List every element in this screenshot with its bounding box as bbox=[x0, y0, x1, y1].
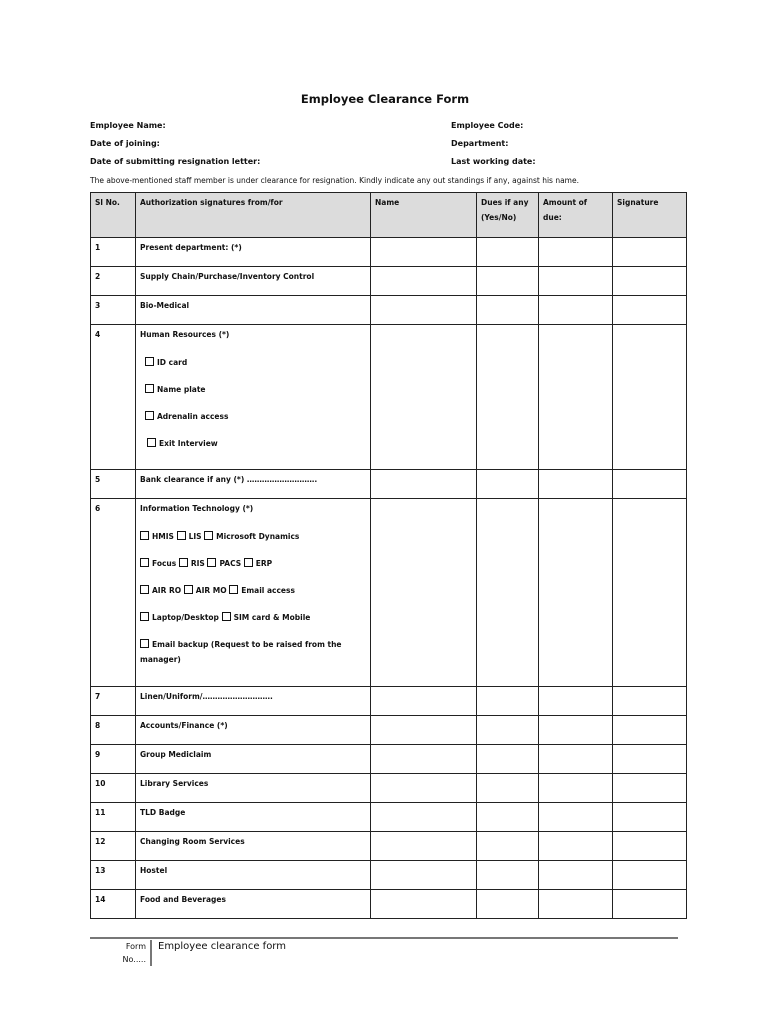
table-row bbox=[91, 267, 687, 296]
amount-cell[interactable] bbox=[539, 774, 613, 803]
clearance-table bbox=[90, 192, 687, 919]
name-cell[interactable] bbox=[371, 716, 477, 745]
row-number: 8 bbox=[91, 716, 136, 745]
dues-cell[interactable] bbox=[477, 470, 539, 499]
table-row bbox=[91, 774, 687, 803]
dues-cell[interactable] bbox=[477, 267, 539, 296]
hr-option[interactable]: Exit Interview bbox=[147, 436, 366, 451]
department-label: Department: bbox=[451, 139, 509, 148]
row-label: Hostel bbox=[136, 861, 371, 890]
dues-cell[interactable] bbox=[477, 861, 539, 890]
hr-option[interactable]: Name plate bbox=[145, 382, 366, 397]
row-label: TLD Badge bbox=[136, 803, 371, 832]
checkbox-icon[interactable] bbox=[222, 612, 231, 621]
signature-cell[interactable] bbox=[613, 861, 687, 890]
row-label: Present department: (*) bbox=[136, 238, 371, 267]
it-option-line: HMIS LIS Microsoft Dynamics bbox=[140, 529, 366, 544]
signature-cell[interactable] bbox=[613, 267, 687, 296]
header-signature: Signature bbox=[613, 193, 687, 238]
signature-cell[interactable] bbox=[613, 296, 687, 325]
hr-option[interactable]: ID card bbox=[145, 355, 366, 370]
header-authorization: Authorization signatures from/for bbox=[136, 193, 371, 238]
row-label: Changing Room Services bbox=[136, 832, 371, 861]
amount-cell[interactable] bbox=[539, 267, 613, 296]
row-number: 9 bbox=[91, 745, 136, 774]
row-number: 11 bbox=[91, 803, 136, 832]
checkbox-icon[interactable] bbox=[140, 639, 149, 648]
amount-cell[interactable] bbox=[539, 238, 613, 267]
signature-cell[interactable] bbox=[613, 803, 687, 832]
amount-cell[interactable] bbox=[539, 745, 613, 774]
checkbox-icon[interactable] bbox=[147, 438, 156, 447]
amount-cell[interactable] bbox=[539, 470, 613, 499]
date-of-joining-label: Date of joining: bbox=[90, 139, 160, 148]
row-label: Accounts/Finance (*) bbox=[136, 716, 371, 745]
table-row bbox=[91, 745, 687, 774]
amount-cell[interactable] bbox=[539, 803, 613, 832]
row-number: 1 bbox=[91, 238, 136, 267]
row-number: 13 bbox=[91, 861, 136, 890]
dues-cell[interactable] bbox=[477, 716, 539, 745]
it-option-line: Email backup (Request to be raised from the manager) bbox=[140, 640, 342, 664]
row-label: Bank clearance if any (*) ………………………. bbox=[136, 470, 371, 499]
amount-cell[interactable] bbox=[539, 687, 613, 716]
table-row bbox=[91, 803, 687, 832]
row-label: Library Services bbox=[136, 774, 371, 803]
amount-cell[interactable] bbox=[539, 716, 613, 745]
table-row bbox=[91, 499, 687, 687]
row-number: 5 bbox=[91, 470, 136, 499]
signature-cell[interactable] bbox=[613, 238, 687, 267]
checkbox-icon[interactable] bbox=[177, 531, 186, 540]
amount-cell[interactable] bbox=[539, 499, 613, 687]
checkbox-icon[interactable] bbox=[244, 558, 253, 567]
clearance-note: The above-mentioned staff member is under clearance for resignation. Kindly indicate any out standings if any, against his name. bbox=[90, 176, 579, 185]
name-cell[interactable] bbox=[371, 861, 477, 890]
checkbox-icon[interactable] bbox=[140, 558, 149, 567]
row-number: 4 bbox=[91, 325, 136, 470]
it-option-line: Focus RIS PACS ERP bbox=[140, 556, 366, 571]
amount-cell[interactable] bbox=[539, 296, 613, 325]
footer-title: Employee clearance form bbox=[158, 941, 286, 952]
row-number: 2 bbox=[91, 267, 136, 296]
table-row bbox=[91, 890, 687, 919]
header-amount: Amount of due: bbox=[539, 193, 613, 238]
row-number: 12 bbox=[91, 832, 136, 861]
checkbox-icon[interactable] bbox=[140, 612, 149, 621]
header-sl-no: Sl No. bbox=[91, 193, 136, 238]
signature-cell[interactable] bbox=[613, 832, 687, 861]
it-option-line: Laptop/Desktop SIM card & Mobile bbox=[140, 610, 366, 625]
footer-divider bbox=[90, 937, 678, 939]
signature-cell[interactable] bbox=[613, 499, 687, 687]
checkbox-icon[interactable] bbox=[145, 384, 154, 393]
checkbox-icon[interactable] bbox=[145, 357, 154, 366]
amount-cell[interactable] bbox=[539, 832, 613, 861]
checkbox-icon[interactable] bbox=[179, 558, 188, 567]
signature-cell[interactable] bbox=[613, 470, 687, 499]
name-cell[interactable] bbox=[371, 803, 477, 832]
table-row bbox=[91, 470, 687, 499]
last-working-date-label: Last working date: bbox=[451, 157, 536, 166]
employee-name-label: Employee Name: bbox=[90, 121, 166, 130]
row-number: 10 bbox=[91, 774, 136, 803]
row-number: 6 bbox=[91, 499, 136, 687]
signature-cell[interactable] bbox=[613, 745, 687, 774]
row-label: Human Resources (*) bbox=[140, 330, 230, 339]
row-label-group bbox=[136, 499, 371, 687]
resignation-date-label: Date of submitting resignation letter: bbox=[90, 157, 261, 166]
dues-cell[interactable] bbox=[477, 687, 539, 716]
row-label: Information Technology (*) bbox=[140, 504, 254, 513]
footer-separator bbox=[150, 940, 152, 966]
amount-cell[interactable] bbox=[539, 861, 613, 890]
row-label-group bbox=[136, 325, 371, 470]
name-cell[interactable] bbox=[371, 267, 477, 296]
name-cell[interactable] bbox=[371, 774, 477, 803]
signature-cell[interactable] bbox=[613, 890, 687, 919]
name-cell[interactable] bbox=[371, 238, 477, 267]
table-row bbox=[91, 832, 687, 861]
checkbox-icon[interactable] bbox=[145, 411, 154, 420]
dues-cell[interactable] bbox=[477, 832, 539, 861]
checkbox-icon[interactable] bbox=[184, 585, 193, 594]
row-label: Supply Chain/Purchase/Inventory Control bbox=[136, 267, 371, 296]
row-label: Bio-Medical bbox=[136, 296, 371, 325]
row-number: 7 bbox=[91, 687, 136, 716]
signature-cell[interactable] bbox=[613, 716, 687, 745]
signature-cell[interactable] bbox=[613, 687, 687, 716]
name-cell[interactable] bbox=[371, 296, 477, 325]
table-row bbox=[91, 238, 687, 267]
footer-form-number: Form No..... bbox=[122, 942, 146, 964]
dues-cell[interactable] bbox=[477, 890, 539, 919]
row-number: 14 bbox=[91, 890, 136, 919]
row-number: 3 bbox=[91, 296, 136, 325]
table-row bbox=[91, 687, 687, 716]
form-title: Employee Clearance Form bbox=[300, 92, 470, 106]
dues-cell[interactable] bbox=[477, 803, 539, 832]
checkbox-icon[interactable] bbox=[140, 531, 149, 540]
it-option-line: AIR RO AIR MO Email access bbox=[140, 583, 366, 598]
name-cell[interactable] bbox=[371, 832, 477, 861]
amount-cell[interactable] bbox=[539, 325, 613, 470]
amount-cell[interactable] bbox=[539, 890, 613, 919]
checkbox-icon[interactable] bbox=[204, 531, 213, 540]
header-dues: Dues if any (Yes/No) bbox=[477, 193, 539, 238]
row-label: Linen/Uniform/………………………. bbox=[136, 687, 371, 716]
checkbox-icon[interactable] bbox=[207, 558, 216, 567]
name-cell[interactable] bbox=[371, 890, 477, 919]
name-cell[interactable] bbox=[371, 325, 477, 470]
name-cell[interactable] bbox=[371, 745, 477, 774]
table-row bbox=[91, 716, 687, 745]
name-cell[interactable] bbox=[371, 470, 477, 499]
row-label: Food and Beverages bbox=[136, 890, 371, 919]
header-name: Name bbox=[371, 193, 477, 238]
dues-cell[interactable] bbox=[477, 296, 539, 325]
row-label: Group Mediclaim bbox=[136, 745, 371, 774]
dues-cell[interactable] bbox=[477, 774, 539, 803]
dues-cell[interactable] bbox=[477, 499, 539, 687]
table-header-row bbox=[91, 193, 687, 238]
table-row bbox=[91, 325, 687, 470]
dues-cell[interactable] bbox=[477, 745, 539, 774]
dues-cell[interactable] bbox=[477, 325, 539, 470]
signature-cell[interactable] bbox=[613, 325, 687, 470]
name-cell[interactable] bbox=[371, 499, 477, 687]
checkbox-icon[interactable] bbox=[229, 585, 238, 594]
dues-cell[interactable] bbox=[477, 238, 539, 267]
employee-code-label: Employee Code: bbox=[451, 121, 524, 130]
hr-option[interactable]: Adrenalin access bbox=[145, 409, 366, 424]
table-row bbox=[91, 296, 687, 325]
signature-cell[interactable] bbox=[613, 774, 687, 803]
checkbox-icon[interactable] bbox=[140, 585, 149, 594]
name-cell[interactable] bbox=[371, 687, 477, 716]
table-row bbox=[91, 861, 687, 890]
